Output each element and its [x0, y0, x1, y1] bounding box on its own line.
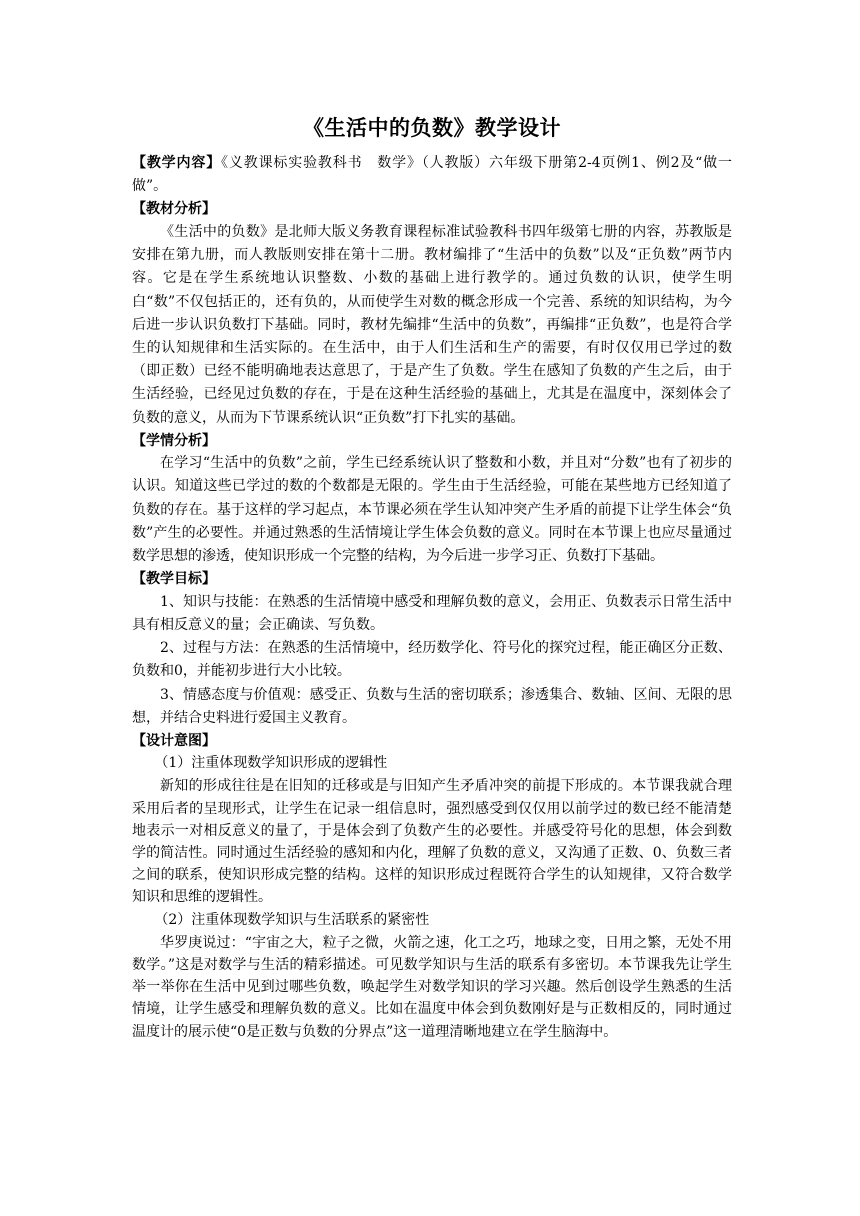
design-intent-subheading: （2）注重体现数学知识与生活联系的紧密性 [154, 911, 430, 928]
design-intent-subheading: （1）注重体现数学知识形成的逻辑性 [154, 755, 388, 772]
teaching-goal-item: 2、过程与方法：在熟悉的生活情境中，经历数学化、符号化的探究过程，能正确区分正数、负数和0，并能初步进行大小比较。 [132, 640, 732, 680]
section-heading-design-intent: 【设计意图】 [132, 732, 216, 749]
document-body [132, 112, 732, 1043]
teaching-goal-item: 3、情感态度与价值观：感受正、负数与生活的密切联系；渗透集合、数轴、区间、无限的思想，并结合史料进行爱国主义教育。 [132, 686, 732, 726]
teaching-content-text: 《义教课标实验教科书 数学》（人教版）六年级下册第2-4页例1、例2及“做一做”。 [132, 155, 732, 195]
teaching-content-paragraph [132, 152, 732, 198]
textbook-analysis-paragraph: 《生活中的负数》是北师大版义务教育课程标准试验教科书四年级第七册的内容，苏教版是安排在第九册，而人教版则安排在第十二册。教材编排了“生活中的负数”以及“正负数”两节内容。它是在学生系统地认识整数、小数的基础上进行教学的。通过负数的认识，使学生明白“数”不仅包括正的，还有负的，从而使学生对数的概念形成一个完善、系统的知识结构，为今后进一步认识负数打下基础。同时，教材先编排“生活中的负数”，再编排“正负数”，也是符合学生的认知规律和生活实际的。在生活中，由于人们生活和生产的需要，有时仅仅用已学过的数（即正数）已经不能明确地表达意思了，于是产生了负数。学生在感知了负数的产生之后，由于生活经验，已经见过负数的存在，于是在这种生活经验的基础上，尤其是在温度中，深刻体会了负数的意义，从而为下节课系统认识“正负数”打下扎实的基础。 [132, 223, 732, 426]
section-heading-student-analysis: 【学情分析】 [132, 432, 216, 449]
teaching-content-label: 【教学内容】 [132, 155, 222, 171]
design-intent-paragraph: 华罗庚说过：“宇宙之大，粒子之微，火箭之速，化工之巧，地球之变，日用之繁，无处不用数学。”这是对数学与生活的精彩描述。可见数学知识与生活的联系有多密切。本节课我先让学生举一举你在生活中见到过哪些负数，唤起学生对数学知识的学习兴趣。然后创设学生熟悉的生活情境，让学生感受和理解负数的意义。比如在温度中体会到负数刚好是与正数相反的，同时通过温度计的展示使“0是正数与负数的分界点”这一道理清晰地建立在学生脑海中。 [132, 934, 732, 1040]
design-intent-paragraph: 新知的形成往往是在旧知的迁移或是与旧知产生矛盾冲突的前提下形成的。本节课我就合理采用后者的呈现形式，让学生在记录一组信息时，强烈感受到仅仅用以前学过的数已经不能清楚地表示一对相反意义的量了，于是体会到了负数产生的必要性。并感受符号化的思想，体会到数学的简洁性。同时通过生活经验的感知和内化，理解了负数的意义，又沟通了正数、0、负数三者之间的联系，使知识形成完整的结构。这样的知识形成过程既符合学生的认知规律，又符合数学知识和思维的逻辑性。 [132, 778, 732, 906]
section-heading-teaching-goals: 【教学目标】 [132, 571, 216, 588]
document-title: 《生活中的负数》教学设计 [303, 116, 561, 140]
teaching-goal-item: 1、知识与技能：在熟悉的生活情境中感受和理解负数的意义，会用正、负数表示日常生活中具有相反意义的量；会正确读、写负数。 [132, 593, 732, 633]
student-analysis-paragraph: 在学习“生活中的负数”之前，学生已经系统认识了整数和小数，并且对“分数”也有了初步的认识。知道这些已学过的数的个数都是无限的。学生由于生活经验，可能在某些地方已经知道了负数的存在。基于这样的学习起点，本节课必须在学生认知冲突产生矛盾的前提下让学生体会“负数”产生的必要性。并通过熟悉的生活情境让学生体会负数的意义。同时在本节课上也应尽量通过数学思想的渗透，使知识形成一个完整的结构，为今后进一步学习正、负数打下基础。 [132, 455, 732, 565]
section-heading-textbook-analysis: 【教材分析】 [132, 201, 216, 218]
